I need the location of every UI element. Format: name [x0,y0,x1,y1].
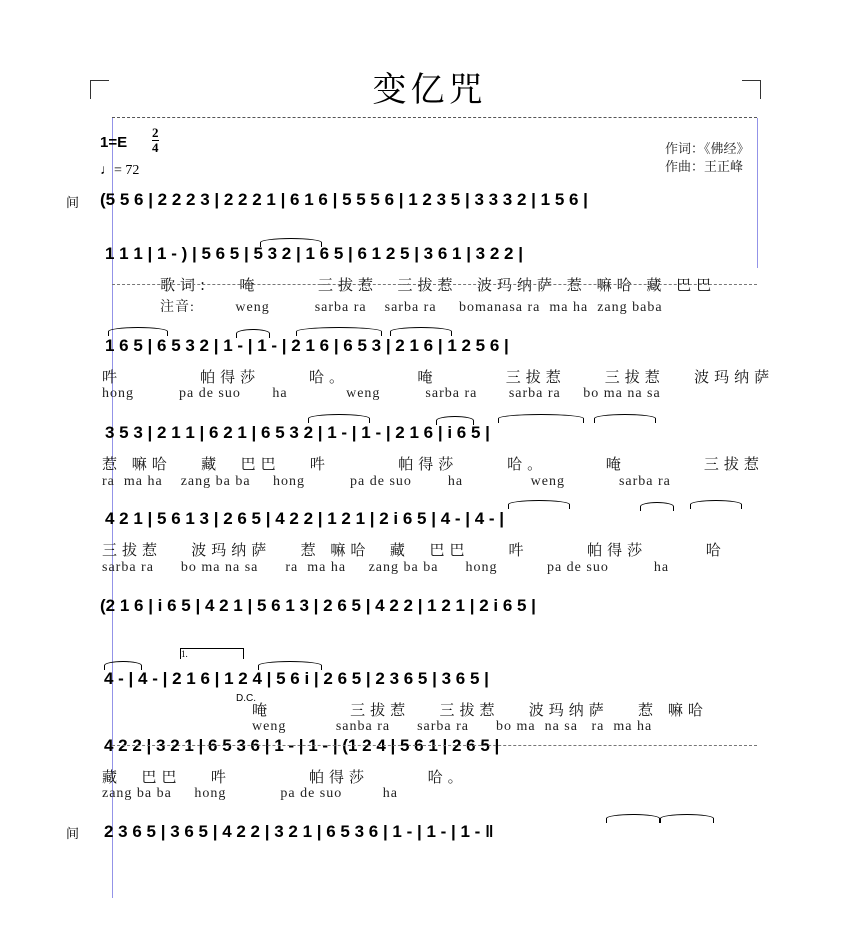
pinyin-line: zang ba ba hong pa de suo ha [102,786,398,801]
music-line: 2 3 6 5 | 3 6 5 | 4 2 2 | 3 2 1 | 6 5 3 6 | 1 - | 1 - | 1 - ‖ [104,822,494,841]
slur [296,327,382,336]
music-line: 1 1 1 | 1 - ) | 5 6 5 | 5 3 2 | 1 6 5 | 6 1 2 5 | 3 6 1 | 3 2 2 | [105,244,523,263]
slur [690,500,742,509]
lyricist-credit: 作词：《佛经》 [665,141,750,156]
score-row-3 [0,336,859,401]
score-row-1 [0,190,859,220]
lyric-line: 藏 巴巴 吽 帕得莎 哈。 [102,768,468,786]
lyric-line: 唵 三拔惹 三拔惹 波玛纳萨 惹 嘛哈 [252,701,708,719]
lyric-line: 三拔惹 波玛纳萨 惹 嘛哈 藏 巴巴 吽 帕得莎 哈 [102,541,726,559]
score-row-2 [0,244,859,315]
quarter-note-icon: ♩ [100,163,114,178]
score-row-6 [0,596,859,626]
prelude-mark: 间 [66,196,80,211]
tempo-marking [100,163,139,179]
pinyin-line: sarba ra bo ma na sa ra ma ha zang ba ba hong pa de suo ha [102,560,670,575]
lyric-guide-line [112,284,757,285]
time-signature [152,126,159,155]
music-line: (5 5 6 | 2 2 2 3 | 2 2 2 1 | 6 1 6 | 5 5 5 6 | 1 2 3 5 | 3 3 3 2 | 1 5 6 | [100,190,588,209]
lyric-line: 惹 嘛哈 藏 巴巴 吽 帕得莎 哈。 唵 三拔惹 [102,455,764,473]
slur [498,414,584,423]
music-line: 4 - | 4 - | 2 1 6 | 1 2 4 | 5 6 i | 2 6 5 | 2 3 6 5 | 3 6 5 | [104,669,489,688]
time-sig-bottom: 4 [152,140,159,155]
music-line: (2 1 6 | i 6 5 | 4 2 1 | 5 6 1 3 | 2 6 5 | 4 2 2 | 1 2 1 | 2 i 6 5 | [100,596,536,615]
da-capo-mark: D.C. [236,693,256,704]
pinyin-line: 注音: weng sarba ra sarba ra bomanasa ra ma ha zang baba [160,300,663,315]
volta-label: 1. [181,649,188,659]
music-line: 4 2 2 | 3 2 1 | 6 5 3 6 | 1 - | 1 - | (1 2 4 | 5 6 1 | 2 6 5 | [104,736,500,755]
slur [236,329,270,338]
slur [260,238,322,247]
tempo-value: = 72 [114,163,140,178]
pinyin-line: weng sanba ra sarba ra bo ma na sa ra ma ha [252,719,653,734]
slur [594,414,656,423]
pinyin-line: hong pa de suo ha weng sarba ra sarba ra bo ma na sa [102,386,661,401]
lyric-line: 歌词: 唵 三拔惹 三拔惹 波玛纳萨 惹 嘛哈 藏 巴巴 [160,276,717,294]
pinyin-line: ra ma ha zang ba ba hong pa de suo ha weng sarba ra [102,474,671,489]
score-row-8 [0,736,859,801]
slur [660,814,714,823]
score-row-5 [0,509,859,575]
slur [640,502,674,511]
lyric-line: 吽 帕得莎 哈。 唵 三拔惹 三拔惹 波玛纳萨 [102,368,775,386]
music-line: 4 2 1 | 5 6 1 3 | 2 6 5 | 4 2 2 | 1 2 1 | 2 i 6 5 | 4 - | 4 - | [105,509,505,528]
slur [258,661,322,670]
music-line: 1 6 5 | 6 5 3 2 | 1 - | 1 - | 2 1 6 | 6 5 3 | 2 1 6 | 1 2 5 6 | [105,336,509,355]
slur [508,500,570,509]
score-row-9 [0,822,859,852]
slur [308,414,370,423]
song-title: 变亿咒 [372,72,487,109]
first-ending-bracket [180,648,244,659]
slur [606,814,660,823]
composer-credit: 作曲：王正峰 [665,159,744,174]
slur [436,416,474,425]
time-sig-top: 2 [152,125,159,140]
slur [108,327,168,336]
guide-top-dashed [112,117,757,118]
slur [104,661,142,670]
score-row-4 [0,423,859,489]
slur [390,327,452,336]
lyric-guide-line [112,745,757,746]
music-line: 3 5 3 | 2 1 1 | 6 2 1 | 6 5 3 2 | 1 - | 1 - | 2 1 6 | i 6 5 | [105,423,490,442]
interlude-mark: 间 [66,827,80,842]
key-signature: 1=E [100,134,128,151]
score-row-7 [0,669,859,734]
